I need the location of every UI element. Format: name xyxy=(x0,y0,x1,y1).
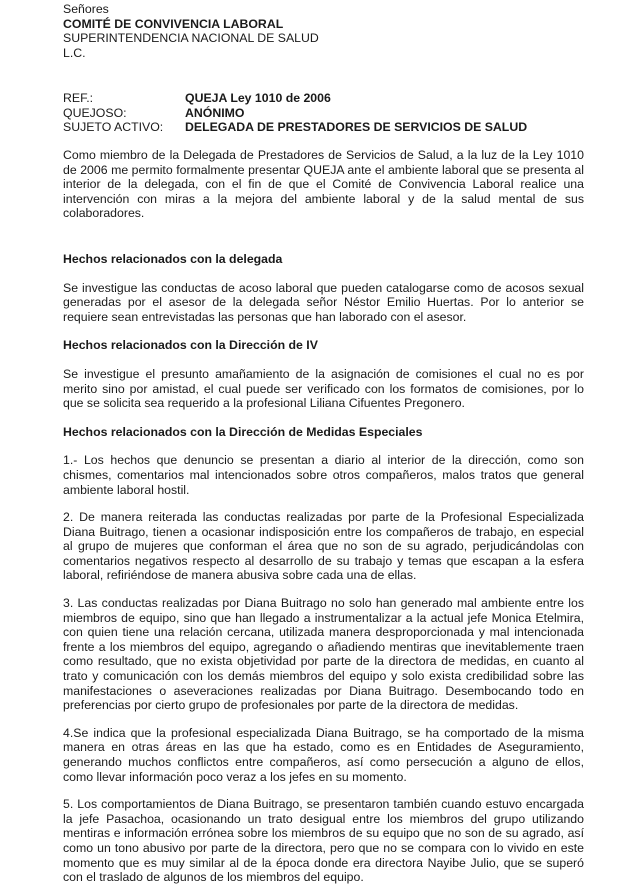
subject-value: DELEGADA DE PRESTADORES DE SERVICIOS DE SALUD xyxy=(185,120,528,135)
intro-paragraph: Como miembro de la Delegada de Prestadores de Servicios de Salud, a la luz de la Ley 1010 de 2006 me permito formalmente presentar QUEJA ante el ambiente laboral que se presenta al interior de la delegada, con el fin de que el Comité de Convivencia Laboral realice una intervención con miras a la mejora del ambiente laboral y de la salud mental de sus colaboradores. xyxy=(63,148,584,221)
section-heading-medidas: Hechos relacionados con la Dirección de Medidas Especiales xyxy=(63,424,423,439)
section-heading-delegada: Hechos relacionados con la delegada xyxy=(63,251,283,266)
section-text-direccion-iv: Se investigue el presunto amañamiento de la asignación de comisiones el cual no es por merito sino por amistad, el cual puede ser verificado con los formatos de comisiones, por lo que se solicita sea requerido a la profesional Liliana Cifuentes Pregonero. xyxy=(63,366,584,411)
salutation: Señores xyxy=(63,2,109,16)
list-item: 2. De manera reiterada las conductas realizadas por parte de la Profesional Especializada Diana Buitrago, tienen a ocasionar indisposición entre los compañeros de trabajo, en especial al grupo de mujeres que conforman el área que no son de su agrado, perjudicándolas con comentarios negativos respecto al desarrollo de su trabajo y temas que escapan a la esfera laboral, refiriéndose de manera abusiva sobre cada una de ellas. xyxy=(63,510,584,583)
complainant-label: QUEJOSO: xyxy=(63,105,127,120)
ref-label: REF.: xyxy=(63,91,94,105)
committee-name: COMITÉ DE CONVIVENCIA LABORAL xyxy=(63,16,284,31)
complainant-value: ANÓNIMO xyxy=(185,105,245,120)
list-item: 1.- Los hechos que denuncio se presentan a diario al interior de la dirección, como son chismes, comentarios mal intencionados sobre otros compañeros, malos tratos que general ambiente laboral hostil. xyxy=(63,453,584,497)
addressee-block xyxy=(63,2,583,60)
letter-body xyxy=(63,148,584,885)
list-item: 5. Los comportamientos de Diana Buitrago, se presentaron también cuando estuvo encargada la jefe Pasachoa, ocasionando un trato desigual entre los miembros del grupo utilizando mentiras e información errónea sobre los miembros de su equipo que no son de su agrado, así como un tono abusivo por parte de la directora, pero que no se compara con lo vivido en este momento que es muy similar al de la época donde era directora Nayibe Julio, que se superó con el traslado de algunos de los miembros del equipo. xyxy=(63,797,584,885)
subject-label: SUJETO ACTIVO: xyxy=(63,120,164,135)
section-heading-direccion-iv: Hechos relacionados con la Dirección de IV xyxy=(63,338,318,353)
section-text-delegada: Se investigue las conductas de acoso laboral que pueden catalogarse como de acosos sexual generadas por el asesor de la delegada señor Néstor Emilio Huertas. Por lo anterior se requiere sean entrevistadas las personas que han laborado con el asesor. xyxy=(63,280,584,324)
city: L.C. xyxy=(63,45,86,60)
ref-value: QUEJA Ley 1010 de 2006 xyxy=(185,91,331,105)
list-item: 4.Se indica que la profesional especializada Diana Buitrago, se ha comportado de la misma manera en otras áreas en las que ha estado, como es en Entidades de Aseguramiento, generando muchos conflictos entre compañeros, así como persecución a alguno de ellos, como llevar información poco veraz a los jefes en su momento. xyxy=(63,725,584,784)
reference-block xyxy=(63,91,583,135)
entity-name: SUPERINTENDENCIA NACIONAL DE SALUD xyxy=(63,31,319,46)
list-item: 3. Las conductas realizadas por Diana Buitrago no solo han generado mal ambiente entre los miembros de equipo, sino que han llegado a instrumentalizar a la actual jefe Monica Etelmira, con quien tiene una relación cercana, utilizada manera desproporcionada y mal intencionada frente a los miembros del equipo, agregando o añadiendo mentiras que inevitablemente traen como resultado, que no exista objetividad por parte de la directora de medidas, en cuanto al trato y comunicación con los demás miembros del equipo y solo exista credibilidad sobre las manifestaciones o aseveraciones realizadas por Diana Buitrago. Desembocando todo en preferencias por cierto grupo de profesionales por parte de la directora de medidas. xyxy=(63,596,584,713)
